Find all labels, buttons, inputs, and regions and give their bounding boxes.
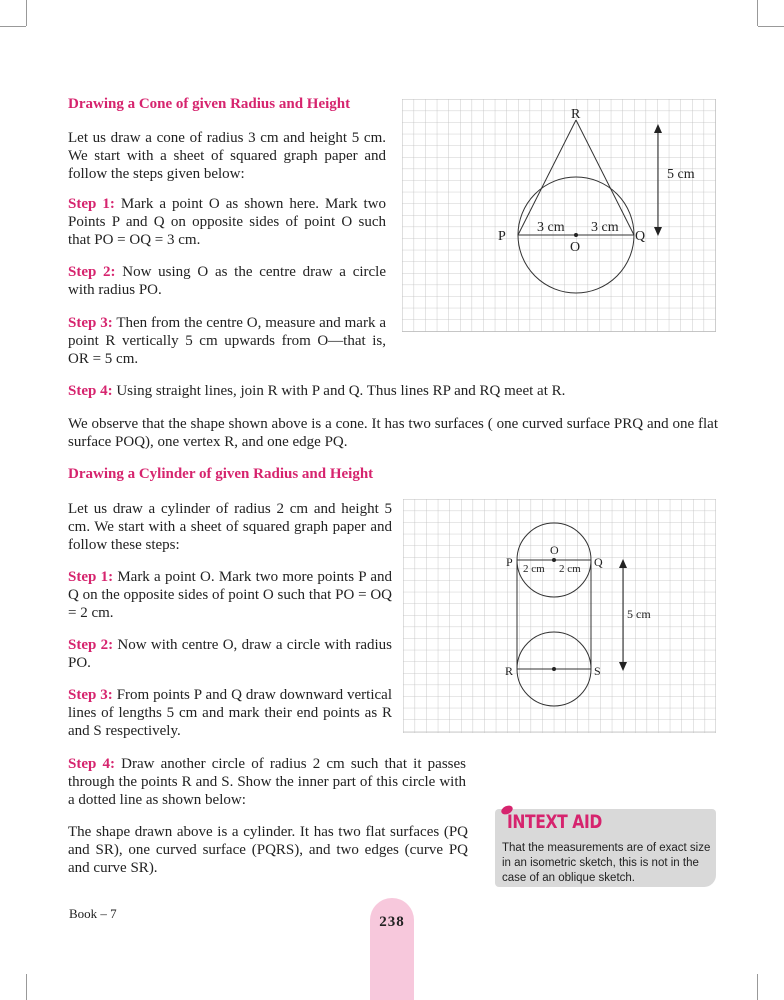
cylinder-step-1 [68,568,392,622]
step-text: Now with centre O, draw a circle with radius PO. [68,637,392,671]
label-q: Q [594,555,603,569]
label-o: O [550,543,559,557]
cylinder-figure [403,499,716,733]
page-number: 238 [379,914,405,930]
book-label: Book – 7 [69,906,117,921]
step-text: Then from the centre O, measure and mark a point R vertically 5 cm upwards from O—that is, OR = 5 cm. [68,315,386,367]
crop-mark [0,26,26,27]
cylinder-step-4 [68,755,466,809]
intext-aid-title: INTEXT AID [507,811,602,833]
cylinder-intro: Let us draw a cylinder of radius 2 cm and height 5 cm. We start with a sheet of squared graph paper and follow these steps: [68,501,392,553]
cylinder-conclusion: The shape drawn above is a cylinder. It has two flat surfaces (PQ and SR), one curved surface (PQRS), and two edges (curve PQ and curve SR). [68,824,468,876]
step-label: Step 2: [68,264,116,280]
intext-aid-box [495,809,716,887]
label-p: P [506,555,513,569]
step-text: Using straight lines, join R with P and Q. Thus lines RP and RQ meet at R. [112,383,566,399]
label-left-radius: 2 cm [523,563,545,575]
cylinder-step-3 [68,686,392,740]
step-label: Step 1: [68,569,114,585]
intext-aid-body: That the measurements are of exact size in an isometric sketch, this is not in the case of an oblique sketch. [502,842,711,884]
label-q: Q [635,229,646,244]
step-text: Draw another circle of radius 2 cm such that it passes through the points R and S. Show the inner part of this circle with a dotted line as shown below: [68,756,466,808]
step-label: Step 3: [68,687,113,703]
label-right-radius: 2 cm [559,563,581,575]
step-label: Step 2: [68,637,114,653]
label-r: R [505,664,514,678]
center-point-o [574,233,578,237]
label-s: S [594,664,601,678]
cylinder-step-2 [68,636,392,672]
step-label: Step 1: [68,196,115,212]
cone-step-2 [68,263,386,299]
label-height: 5 cm [627,607,651,621]
step-text: Mark a point O as shown here. Mark two Points P and Q on opposite sides of point O such that PO = OQ = 3 cm. [68,196,387,248]
cone-step-3 [68,314,386,368]
cone-figure [402,99,716,332]
label-r: R [571,107,581,122]
graph-paper [402,99,716,332]
cone-step-4 [68,382,718,400]
step-text: Now using O as the centre draw a circle with radius PO. [68,264,386,298]
label-o: O [570,240,581,255]
cone-step-1 [68,195,386,249]
crop-mark [757,0,758,26]
step-label: Step 4: [68,383,113,399]
step-text: Mark a point O. Mark two more points P and Q on the opposite sides of point O such that PO = OQ = 2 cm. [68,569,392,621]
cylinder-heading: Drawing a Cylinder of given Radius and Height [68,466,374,482]
step-label: Step 3: [68,315,113,331]
graph-paper [403,499,716,733]
label-p: P [498,229,506,244]
label-right-radius: 3 cm [591,220,619,235]
crop-mark [757,974,758,1000]
step-text: From points P and Q draw downward vertical lines of lengths 5 cm and mark their end points as R and S respectively. [68,687,392,739]
label-left-radius: 3 cm [537,220,565,235]
label-height: 5 cm [667,167,695,182]
crop-mark [758,26,784,27]
step-label: Step 4: [68,756,115,772]
cone-heading: Drawing a Cone of given Radius and Height [68,96,351,112]
cone-observation: We observe that the shape shown above is a cone. It has two surfaces ( one curved surface PRQ and one flat surface POQ), one vertex R, and one edge PQ. [68,416,718,450]
center-point-o [552,558,556,562]
crop-mark [26,0,27,26]
cone-intro: Let us draw a cone of radius 3 cm and height 5 cm. We start with a sheet of squared graph paper and follow the steps given below: [68,130,386,182]
crop-mark [26,974,27,1000]
center-point-bottom [552,667,556,671]
